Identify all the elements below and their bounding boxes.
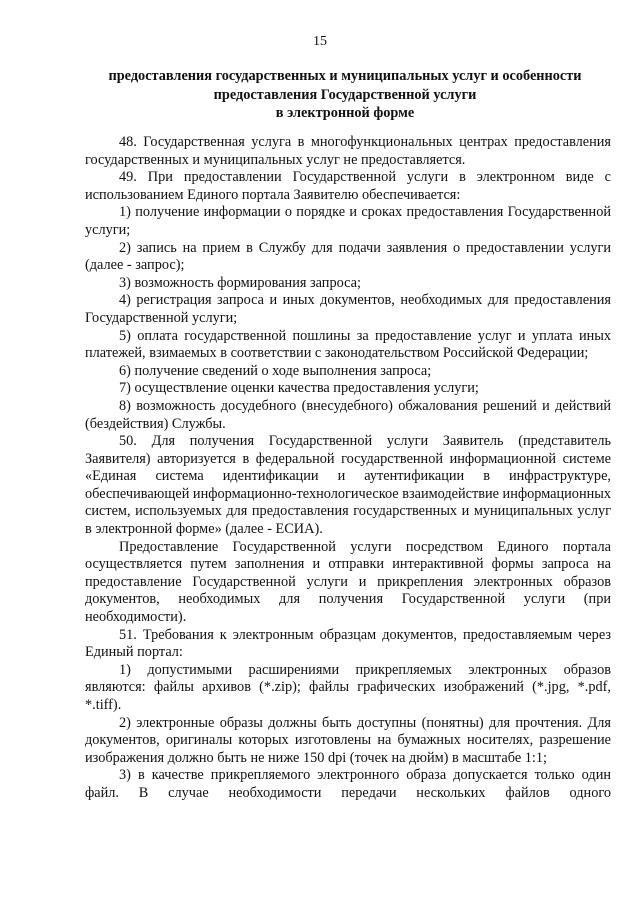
paragraph-51: 51. Требования к электронным образцам документов, предоставляемым через Единый портал: <box>85 626 611 661</box>
heading-line-1: предоставления государственных и муниципальных услуг и особенности <box>108 68 582 84</box>
document-body <box>85 134 611 803</box>
list-item-51-2: 2) электронные образы должны быть доступны (понятны) для прочтения. Для документов, оригиналы которых изготовлены на бумажных носителях, разрешение изображения должно быть не ниже 150 dpi (точек на дюйм) в масштабе 1:1; <box>85 714 611 766</box>
list-item-49-6: 6) получение сведений о ходе выполнения запроса; <box>119 362 432 379</box>
paragraph-48: 48. Государственная услуга в многофункциональных центрах предоставления государственных и муниципальных услуг не предоставляется. <box>85 134 611 168</box>
list-item-49-1: 1) получение информации о порядке и сроках предоставления Государственной услуги; <box>85 204 611 238</box>
list-item-49-7: 7) осуществление оценки качества предоставления услуги; <box>119 380 479 397</box>
list-item-49-5: 5) оплата государственной пошлины за предоставление услуг и уплата иных платежей, взимаемых в соответствии с законодательством Российской Федерации; <box>85 327 611 362</box>
list-item-51-1: 1) допустимыми расширениями прикрепляемых электронных образов являются: файлы архивов (*.zip); файлы графических изображений (*.jpg, *.pdf, *.tiff). <box>85 661 611 713</box>
list-item-49-2: 2) запись на прием в Службу для подачи заявления о предоставлении услуги (далее - запрос); <box>85 239 611 274</box>
section-heading <box>78 67 612 123</box>
list-item-49-4: 4) регистрация запроса и иных документов, необходимых для предоставления Государственной услуги; <box>85 292 611 326</box>
heading-line-3: в электронной форме <box>275 105 415 121</box>
paragraph-50: 50. Для получения Государственной услуги Заявитель (представитель Заявителя) авторизуется в федеральной государственной информационной системе «Единая система идентификации и аутентификации в инфраструктуре, обеспечивающей информационно-технологическое взаимодействие информационных систем, используемых для предоставления государственных и муниципальных услуг в электронной форме» (далее - ЕСИА). <box>85 433 612 538</box>
list-item-49-3: 3) возможность формирования запроса; <box>119 274 361 291</box>
paragraph-49: 49. При предоставлении Государственной услуги в электронном виде с использованием Единого портала Заявителю обеспечивается: <box>85 169 611 203</box>
heading-line-2: предоставления Государственной услуги <box>213 86 477 103</box>
list-item-49-8: 8) возможность досудебного (внесудебного) обжалования решений и действий (бездействия) Службы. <box>85 397 611 432</box>
list-item-51-3: 3) в качестве прикрепляемого электронного образа допускается только один файл. В случае необходимости передачи нескольких файлов одного <box>85 767 611 801</box>
page-number: 15 <box>313 34 327 49</box>
paragraph-50-continued: Предоставление Государственной услуги посредством Единого портала осуществляется путем заполнения и отправки интерактивной формы запроса на предоставление Государственной услуги и прикрепления электронных образов документов, необходимых для получения Государственной услуги (при необходимости). <box>85 538 611 626</box>
